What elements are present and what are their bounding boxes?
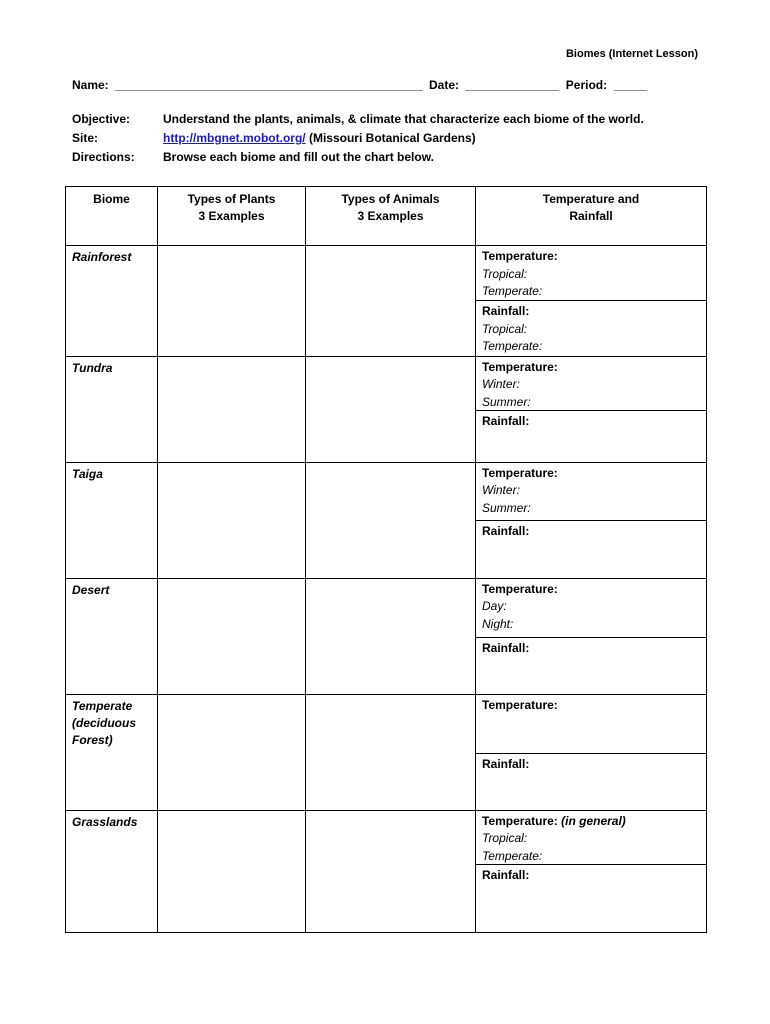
rainfall-label: Rainfall: bbox=[482, 867, 530, 882]
temperature-label: Temperature: bbox=[482, 697, 558, 712]
temperature-section[interactable] bbox=[476, 695, 706, 753]
biome-name: Temperate (deciduous Forest) bbox=[66, 694, 158, 810]
rainfall-label: Rainfall: bbox=[482, 523, 530, 538]
rainfall-subfield: Tropical: bbox=[482, 321, 528, 336]
site-label: Site: bbox=[72, 131, 99, 145]
table-row bbox=[66, 246, 707, 357]
rainfall-subfield: Temperate: bbox=[482, 339, 543, 353]
temperature-label: Temperature: bbox=[482, 249, 558, 263]
climate-cell bbox=[476, 694, 707, 810]
climate-cell bbox=[476, 246, 707, 357]
temperature-note: (in general) bbox=[557, 813, 626, 828]
temperature-subfield: Winter: bbox=[482, 483, 520, 497]
rainfall-section[interactable] bbox=[476, 864, 706, 885]
animals-answer-cell[interactable] bbox=[306, 356, 476, 462]
name-date-period-line: Name: ______________________________________________ Date: ______________ Period: _____ bbox=[72, 78, 648, 92]
temperature-label: Temperature: bbox=[482, 465, 558, 480]
plants-answer-cell[interactable] bbox=[158, 462, 306, 578]
climate-cell bbox=[476, 578, 707, 694]
temperature-subfield: Night: bbox=[482, 616, 514, 631]
header-climate: Temperature and Rainfall bbox=[476, 187, 707, 246]
rainfall-label: Rainfall: bbox=[482, 640, 530, 655]
objective-label: Objective: bbox=[72, 112, 131, 126]
rainfall-label: Rainfall: bbox=[482, 756, 530, 771]
site-extra: (Missouri Botanical Gardens) bbox=[305, 131, 476, 145]
table-row bbox=[66, 810, 707, 932]
animals-answer-cell[interactable] bbox=[306, 694, 476, 810]
rainfall-section[interactable] bbox=[476, 637, 706, 658]
rainfall-section[interactable] bbox=[476, 520, 706, 541]
biome-name: Tundra bbox=[66, 356, 158, 462]
plants-answer-cell[interactable] bbox=[158, 694, 306, 810]
temperature-section[interactable] bbox=[476, 463, 706, 520]
temperature-label: Temperature: bbox=[482, 359, 558, 374]
temperature-label: Temperature: bbox=[482, 813, 558, 828]
animals-answer-cell[interactable] bbox=[306, 578, 476, 694]
site-link[interactable]: http://mbgnet.mobot.org/ bbox=[163, 131, 306, 145]
animals-answer-cell[interactable] bbox=[306, 462, 476, 578]
climate-cell bbox=[476, 810, 707, 932]
header-animals: Types of Animals 3 Examples bbox=[306, 187, 476, 246]
rainfall-section[interactable] bbox=[476, 410, 706, 431]
site-row bbox=[72, 131, 476, 145]
directions-row bbox=[72, 150, 434, 164]
rainfall-section[interactable] bbox=[476, 753, 706, 774]
directions-label: Directions: bbox=[72, 150, 135, 164]
plants-answer-cell[interactable] bbox=[158, 578, 306, 694]
temperature-subfield: Tropical: bbox=[482, 831, 528, 845]
rainfall-label: Rainfall: bbox=[482, 304, 530, 318]
directions-text: Browse each biome and fill out the chart below. bbox=[163, 150, 434, 164]
plants-answer-cell[interactable] bbox=[158, 810, 306, 932]
biome-name: Taiga bbox=[66, 462, 158, 578]
biome-name: Rainforest bbox=[66, 246, 158, 357]
temperature-subfield: Summer: bbox=[482, 394, 531, 409]
animals-answer-cell[interactable] bbox=[306, 810, 476, 932]
biome-name: Grasslands bbox=[66, 810, 158, 932]
header-biome: Biome bbox=[66, 187, 158, 246]
animals-answer-cell[interactable] bbox=[306, 246, 476, 357]
page-title: Biomes (Internet Lesson) bbox=[565, 48, 698, 60]
temperature-section[interactable] bbox=[476, 357, 706, 410]
temperature-section[interactable] bbox=[476, 246, 706, 300]
climate-cell bbox=[476, 462, 707, 578]
table-header-row bbox=[66, 187, 707, 246]
biome-name: Desert bbox=[66, 578, 158, 694]
temperature-label: Temperature: bbox=[482, 581, 558, 596]
table-row bbox=[66, 356, 707, 462]
table-row bbox=[66, 694, 707, 810]
table-row bbox=[66, 578, 707, 694]
rainfall-label: Rainfall: bbox=[482, 413, 530, 428]
temperature-section[interactable] bbox=[476, 579, 706, 637]
biome-chart bbox=[65, 186, 707, 933]
objective-text: Understand the plants, animals, & climate that characterize each biome of the world. bbox=[163, 112, 644, 126]
temperature-subfield: Tropical: bbox=[482, 266, 528, 281]
table-row bbox=[66, 462, 707, 578]
plants-answer-cell[interactable] bbox=[158, 356, 306, 462]
temperature-subfield: Day: bbox=[482, 599, 507, 613]
temperature-subfield: Summer: bbox=[482, 500, 531, 515]
temperature-section[interactable] bbox=[476, 811, 706, 864]
header-plants: Types of Plants 3 Examples bbox=[158, 187, 306, 246]
rainfall-section[interactable] bbox=[476, 300, 706, 356]
climate-cell bbox=[476, 356, 707, 462]
objective-row bbox=[72, 112, 644, 126]
temperature-subfield: Temperate: bbox=[482, 848, 543, 863]
temperature-subfield: Winter: bbox=[482, 377, 520, 391]
temperature-subfield: Temperate: bbox=[482, 284, 543, 298]
plants-answer-cell[interactable] bbox=[158, 246, 306, 357]
